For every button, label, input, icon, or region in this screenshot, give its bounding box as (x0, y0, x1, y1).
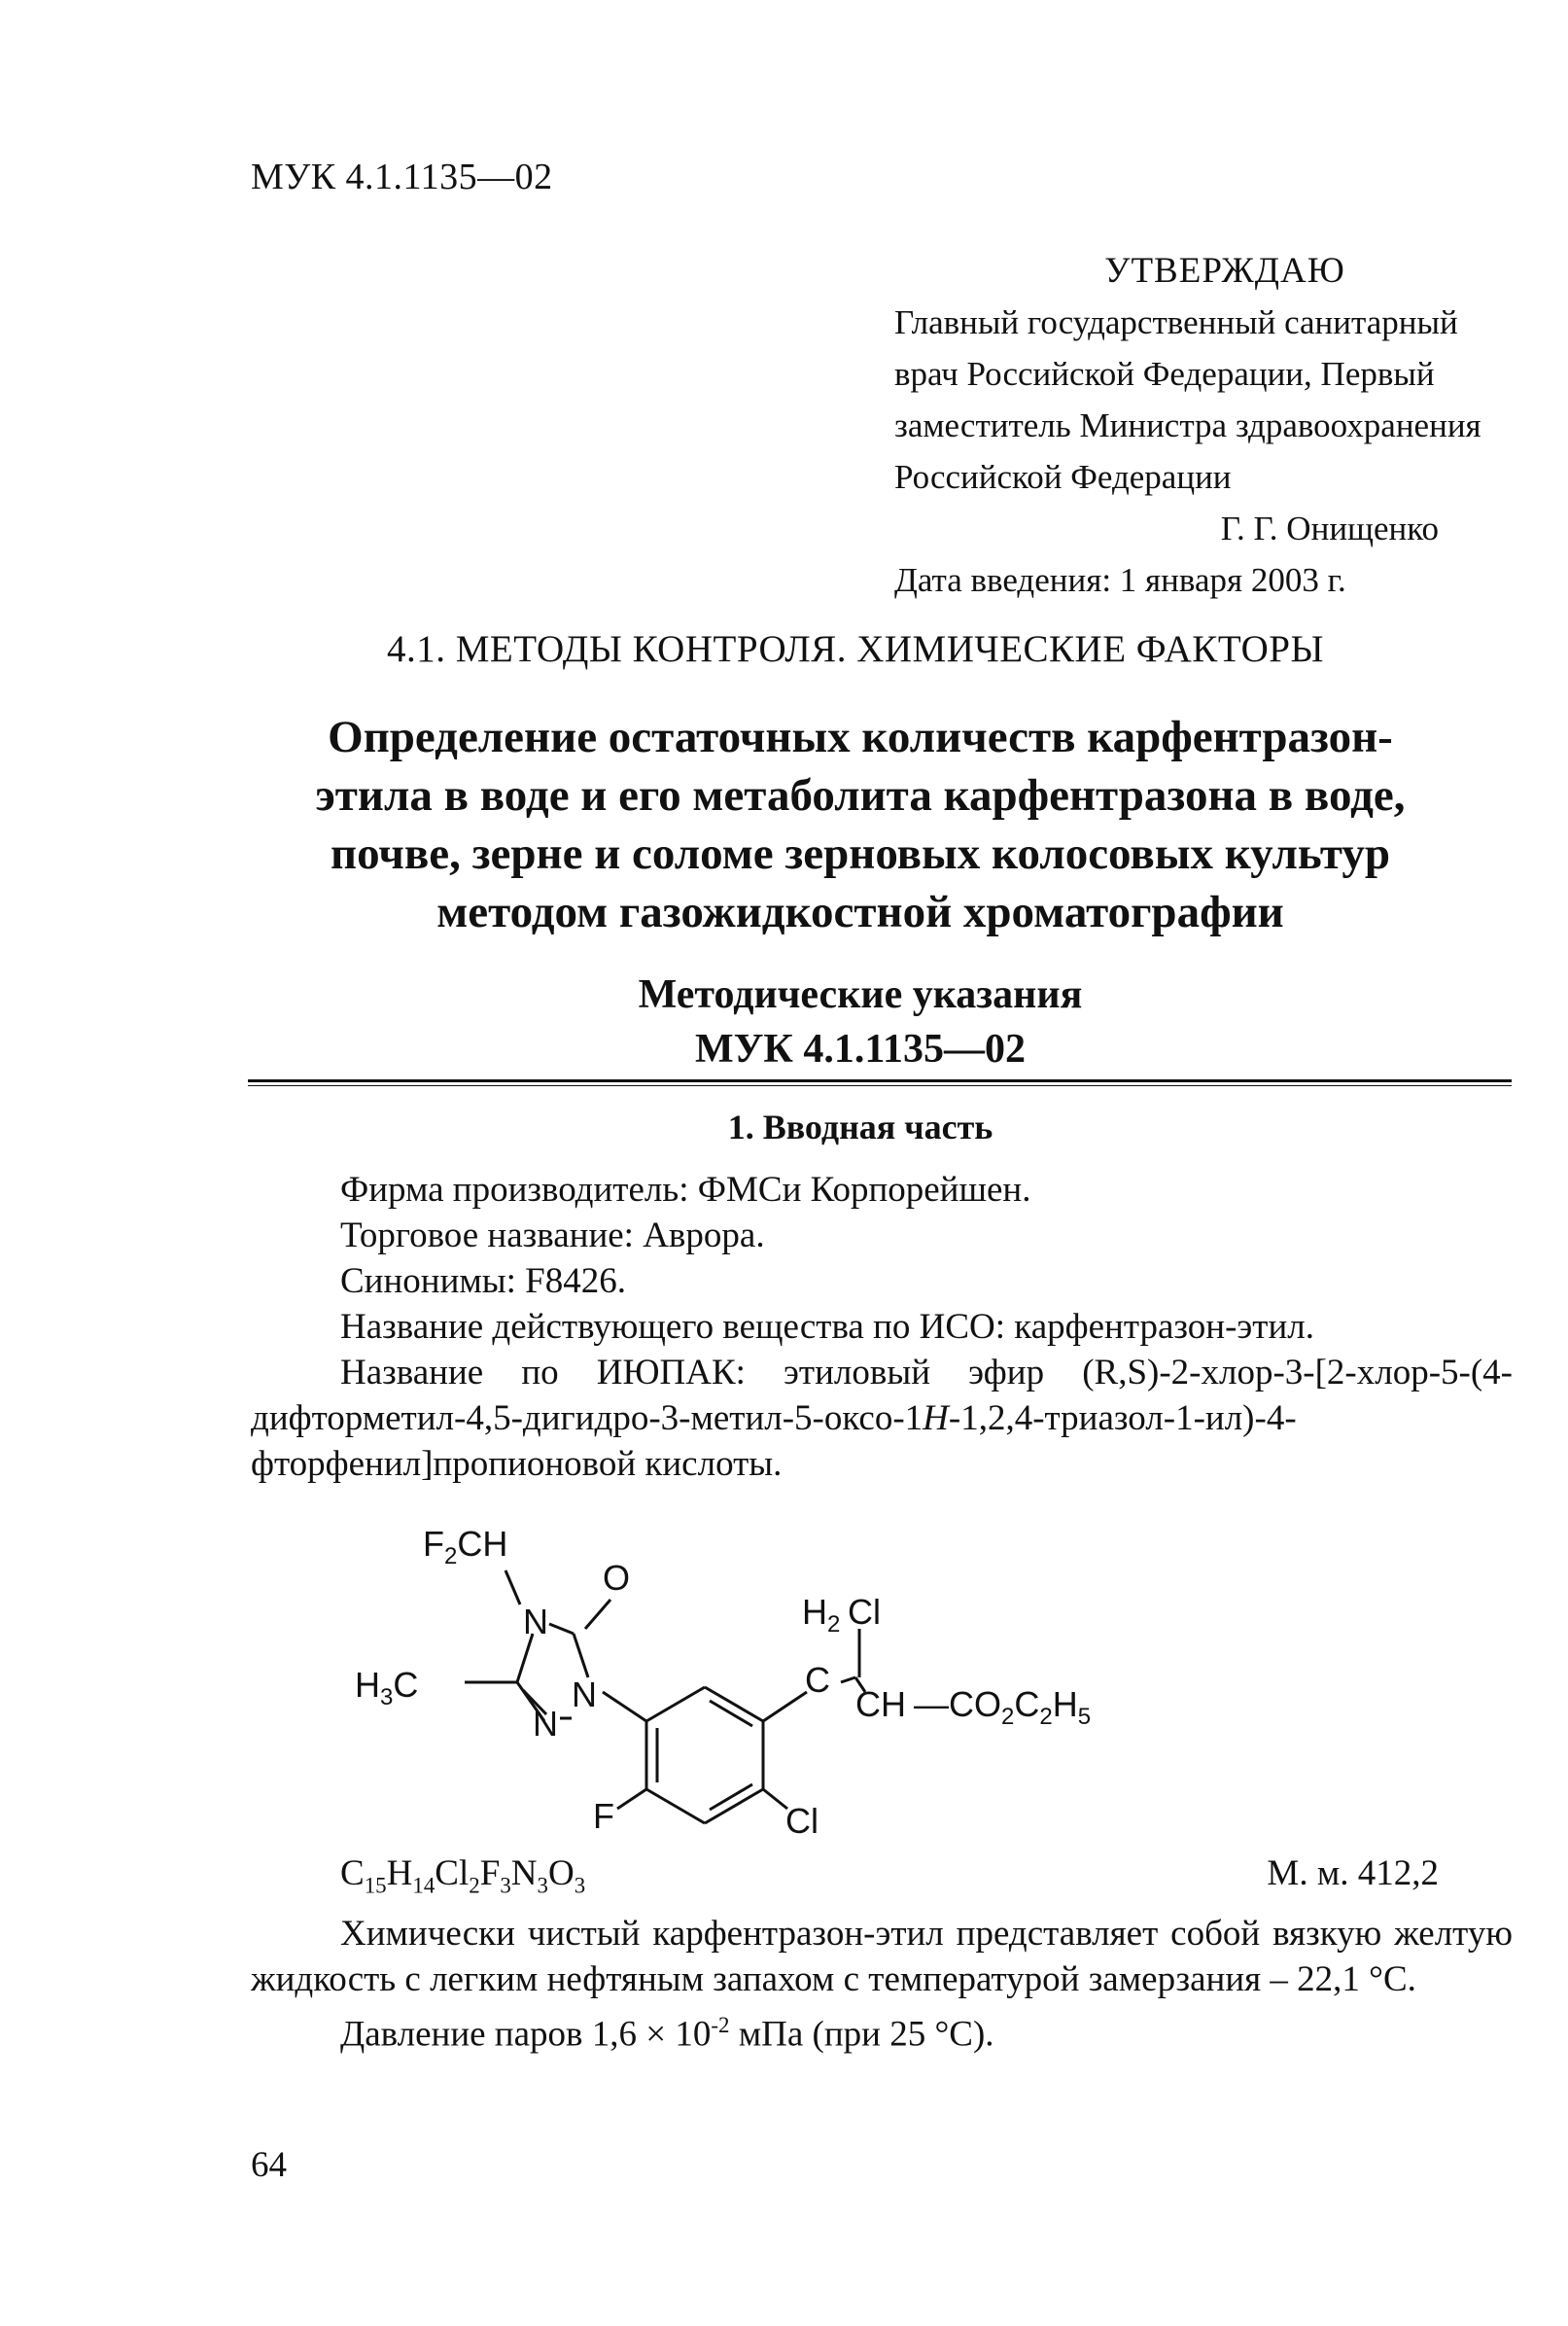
nitrogen-right-label: N (572, 1674, 597, 1714)
approval-signature: Г. Г. Онищенко (1220, 510, 1439, 547)
document-title (243, 708, 1478, 941)
vapor-pressure-text: Давление паров $1,6 \times 10^{-2}$ мПа (при 25 °C). (340, 2013, 994, 2055)
section-title: 4.1. МЕТОДЫ КОНТРОЛЯ. ХИМИЧЕСКИЕ ФАКТОРЫ (387, 628, 1324, 670)
page-number: 64 (251, 2145, 287, 2185)
iupac-italic-h: H (923, 1398, 949, 1438)
approval-date: Дата введения: 1 января 2003 г. (894, 561, 1346, 599)
iso-name-text: Название действующего вещества по ИСО: карфентразон-этил. (340, 1307, 1314, 1347)
trade-name-text: Торговое название: Аврора. (340, 1216, 765, 1255)
approval-line: Российской Федерации (894, 458, 1232, 496)
description-text: Химически чистый карфентразон-этил представляет собой вязкую желтую жидкость с легким нефтяным запахом с температурой замерзания – 22,1 °C. (251, 1914, 1513, 1999)
molecular-formula: $C_{15}H_{14}Cl_2F_3N_3O_3$ (340, 1853, 586, 1898)
nitrogen-top-label: N (523, 1602, 548, 1641)
approval-line: Главный государственный санитарный (894, 303, 1458, 341)
oxygen-label: O (603, 1558, 631, 1598)
document-subtitle (243, 968, 1478, 1076)
ch-label: CH (855, 1684, 906, 1724)
approval-line: врач Российской Федерации, Первый (894, 355, 1435, 393)
h3c-label: $H_3C$ (355, 1665, 419, 1710)
title-line: этила в воде и его метаболита карфентразона в воде, (315, 770, 1406, 821)
approval-block (894, 245, 1516, 606)
document-code: МУК 4.1.1135—02 (251, 157, 553, 197)
approval-line: заместитель Министра здравоохранения (894, 406, 1481, 444)
approval-title: УТВЕРЖДАЮ (1104, 251, 1345, 291)
subtitle-type: Методические указания (638, 972, 1083, 1017)
manufacturer-text: Фирма производитель: ФМСи Корпорейшен. (340, 1170, 1031, 1210)
title-line: методом газожидкостной хроматографии (436, 887, 1284, 937)
iupac-suffix: -1,2,4-триазол-1-ил)-4-фторфенил]пропионовой кислоты. (251, 1398, 1297, 1484)
f2ch-label: $F_2CH$ (423, 1524, 508, 1569)
molecular-mass: М. м. 412,2 (1267, 1853, 1439, 1893)
synonyms-text: Синонимы: F8426. (340, 1261, 627, 1301)
h2-label: $H_2$ (802, 1592, 841, 1638)
structural-formula (355, 1512, 1322, 1852)
title-divider-thin (248, 1085, 1512, 1086)
subtitle-code: МУК 4.1.1135—02 (694, 1027, 1027, 1072)
title-line: Определение остаточных количеств карфентразон- (328, 712, 1393, 762)
description-body (251, 1911, 1513, 2057)
title-divider (248, 1079, 1512, 1082)
chlorine-ring-label: Cl (785, 1801, 819, 1841)
iupac-name-text (251, 1350, 1513, 1487)
nitrogen-bottom-label: N (533, 1704, 558, 1744)
ester-group-label: $—CO_2C_2H_5$ (914, 1684, 1092, 1730)
title-line: почве, зерне и соломе зерновых колосовых культур (331, 828, 1390, 879)
fluorine-ring-label: F (593, 1796, 614, 1836)
intro-body (251, 1167, 1513, 1487)
chlorine-top-label: Cl (848, 1592, 881, 1632)
intro-heading: 1. Вводная часть (727, 1108, 993, 1146)
methylene-carbon-label: C (805, 1660, 830, 1700)
iupac-prefix: Название по ИЮПАК: этиловый эфир (R,S)-2-хлор-3-[2-хлор-5-(4-дифторметил-4,5-дигидро-3-метил-5-оксо-1 (251, 1353, 1513, 1438)
